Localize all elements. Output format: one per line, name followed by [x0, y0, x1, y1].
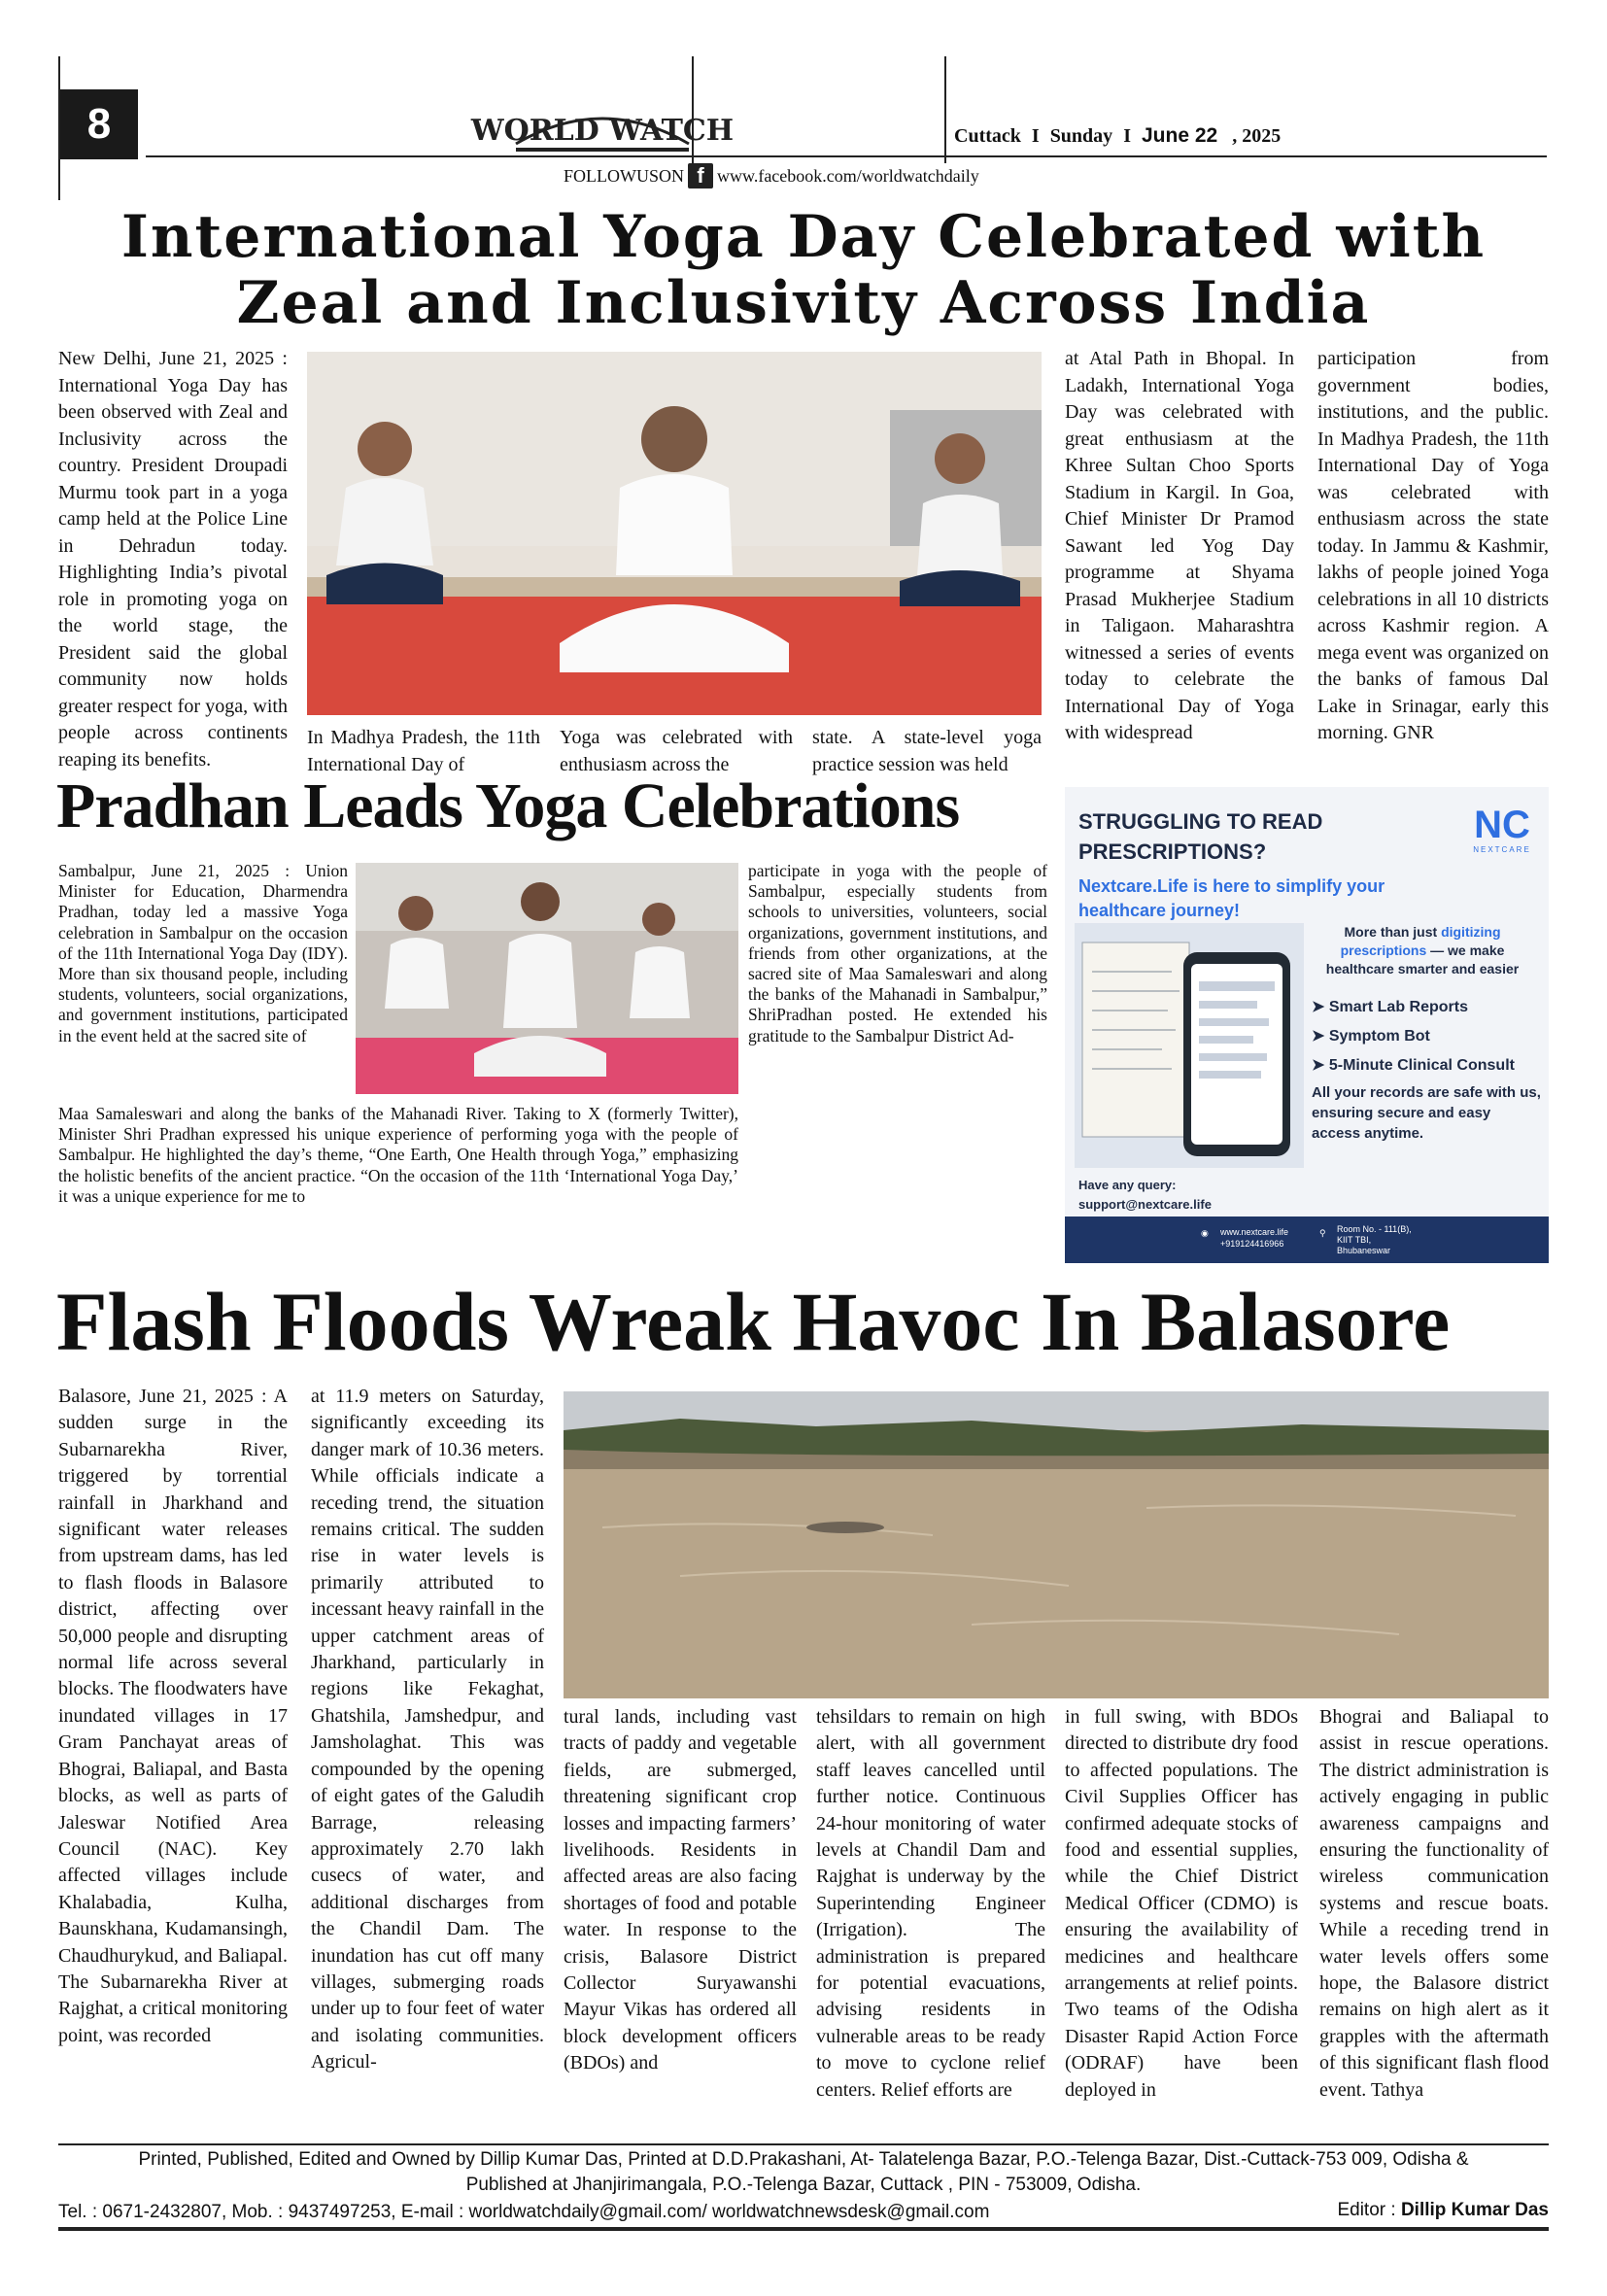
- ad-query-label: Have any query:: [1078, 1178, 1177, 1192]
- nextcare-logo: [1463, 805, 1541, 854]
- headline-flash-floods: Flash Floods Wreak Havoc In Balasore: [56, 1275, 1451, 1368]
- footer-rule-top: [58, 2143, 1549, 2145]
- imprint-line-1: Printed, Published, Edited and Owned by Dillip Kumar Das, Printed at D.D.Prakashani, At- Talatelenga Bazar, P.O.-Telenga Bazar, Dist.-Cuttack-753 009, Odisha &: [138, 2149, 1469, 2170]
- ad-tagline: Nextcare.Life is here to simplify your healthcare journey!: [1078, 876, 1385, 920]
- editor-name: Dillip Kumar Das: [1400, 2200, 1549, 2220]
- globe-icon: ◉: [1201, 1228, 1209, 1238]
- ad-address-line: KIIT TBI,: [1337, 1235, 1372, 1245]
- svg-text:WORLD WATCH: WORLD WATCH: [470, 114, 735, 148]
- ad-contact: [1220, 1226, 1288, 1250]
- chevron-right-icon: ➤: [1312, 1057, 1329, 1074]
- yoga-photo-president: [307, 352, 1042, 715]
- ad-address-line: Bhubaneswar: [1337, 1246, 1391, 1255]
- article-flood-col2: at 11.9 meters on Saturday, significantly exceeding its danger mark of 10.36 meters. While officials indicate a receding trend, the situation remains critical. The sudden rise in water levels is primarily attributed to incessant heavy rainfall in the upper catchment areas of Jharkhand, particularly in regions like Fekaghat, Ghatshila, Jamshedpur, and Jamsholaghat. This was compounded by the opening of eight gates of the Galudih Barrage, releasing approximately 2.70 lakh cusecs of water, and additional discharges from the Chandil Dam. The inundation has cut off many villages, submerging roads under up to four feet of water and isolating communities. Agricul-: [311, 1386, 544, 2073]
- ad-email[interactable]: support@nextcare.life: [1078, 1197, 1212, 1212]
- dateline-separator: I: [1123, 125, 1131, 147]
- location-pin-icon: ⚲: [1319, 1228, 1326, 1238]
- article-flood-col3: tural lands, including vast tracts of paddy and vegetable fields, are submerged, threatening significant crop losses and impacting farmers’ livelihoods. Residents in affected areas are also facing shortages of food and potable water. In response to the crisis, Balasore District Collector Suryawanshi Mayur Vikas has ordered all block development officers (BDOs) and: [564, 1706, 797, 2074]
- ad-phone-illustration: [1075, 923, 1304, 1168]
- chevron-right-icon: ➤: [1312, 1028, 1329, 1045]
- ad-headline: STRUGGLING TO READ PRESCRIPTIONS?: [1078, 809, 1323, 864]
- ad-security-note: All your records are safe with us, ensuring secure and easy access anytime.: [1312, 1084, 1541, 1142]
- facebook-link[interactable]: www.facebook.com/worldwatchdaily: [717, 165, 979, 186]
- ad-subtext-pre: More than just: [1344, 924, 1438, 940]
- dateline-city: Cuttack: [954, 125, 1021, 147]
- ad-subtext-bold: digitizing prescriptions: [1340, 924, 1501, 958]
- article-yoga-col1: New Delhi, June 21, 2025 : International Yoga Day has been observed with Zeal and Inclusivity across the country. President Droupadi Murmu took part in a yoga camp held at the Police Line in Dehradun today. Highlighting India’s pivotal role in promoting yoga on the world stage, the President said the global community now holds greater respect for yoga, with people across continents reaping its benefits.: [58, 348, 288, 771]
- article-flood-col5: in full swing, with BDOs directed to distribute dry food to affected populations. The Civil Supplies Officer has confirmed adequate stocks of food and essential supplies, while the Chief District Medical Officer (CDMO) is ensuring the availability of medicines and healthcare arrangements at relief points. Two teams of the Odisha Disaster Rapid Action Force (ODRAF) have been deployed in: [1065, 1706, 1298, 2101]
- facebook-icon: f: [688, 163, 713, 188]
- ad-footer: [1065, 1217, 1549, 1263]
- ad-feature-label: Smart Lab Reports: [1328, 999, 1468, 1015]
- world-watch-logo: [470, 76, 735, 159]
- chevron-right-icon: ➤: [1312, 999, 1329, 1015]
- footer-rule-bottom: [58, 2227, 1549, 2231]
- editor-credit: [1292, 2198, 1549, 2222]
- article-flood-col4: tehsildars to remain on high alert, with all government staff leaves cancelled until further notice. Continuous 24-hour monitoring of water levels at Chandil Dam and Rajghat is underway by the Superintending Engineer (Irrigation). The administration is prepared for potential evacuations, advising residents in vulnerable areas to be ready to move to cyclone relief centers. Relief efforts are: [816, 1706, 1045, 2101]
- article-yoga-col3: Yoga was celebrated with enthusiasm across the: [560, 727, 793, 775]
- article-yoga-col2: In Madhya Pradesh, the 11th International Day of: [307, 727, 540, 775]
- ad-feature: [1312, 1055, 1515, 1075]
- follow-us-bar: [564, 163, 979, 188]
- masthead-rule: [146, 155, 1547, 157]
- dateline-separator: I: [1031, 125, 1040, 147]
- nextcare-logo-text: NEXTCARE: [1473, 845, 1531, 854]
- article-flood-col1: Balasore, June 21, 2025 : A sudden surge in the Subarnarekha River, triggered by torrential rainfall in Jharkhand and significant water releases from upstream dams, has led to flash floods in Balasore district, affecting over 50,000 people and disrupting normal life across several blocks. The floodwaters have inundated villages in 17 Gram Panchayat areas of Bhograi, Baliapal, and Basta blocks, as well as parts of Jaleswar Notified Area Council (NAC). Key affected villages include Khalabadia, Kulha, Baunskhana, Kudamansingh, Chaudhurykud, and Baliapal. The Subarnarekha River at Rajghat, a critical monitoring point, was recorded: [58, 1386, 288, 2046]
- article-yoga-col5: at Atal Path in Bhopal. In Ladakh, International Yoga Day was celebrated with great enthusiasm at the Khree Sultan Choo Sports Stadium in Kargil. In Goa, Chief Minister Dr Pramod Sawant led Yog Day programme at Shyama Prasad Mukherjee Stadium in Taligaon. Maharashtra witnessed a series of events today to celebrate the International Day of Yoga with widespread: [1065, 348, 1294, 743]
- headline-yoga-day: International Yoga Day Celebrated with Zeal and Inclusivity Across India: [120, 203, 1487, 337]
- ad-address: [1337, 1224, 1412, 1256]
- dateline-day: Sunday: [1049, 125, 1113, 147]
- editor-label: Editor :: [1337, 2200, 1396, 2220]
- page-number: 8: [60, 89, 138, 159]
- article-pradhan-col2-top: participate in yoga with the people of Sambalpur, especially students from schools to universities, volunteers, social organizations, government institutions, and friends from other organizations, at the sacred site of Maa Samaleswari and along the banks of the Mahanadi in Sambalpur,” ShriPradhan posted. He extended his gratitude to the Sambalpur District Ad-: [748, 861, 1047, 1045]
- imprint-line-2: Published at Jhanjirimangala, P.O.-Telenga Bazar, Cuttack , PIN - 753009, Odisha.: [465, 2175, 1142, 2195]
- dateline-year: , 2025: [1232, 125, 1282, 147]
- ad-feature: [1312, 997, 1468, 1016]
- ad-subtext-post: — we make healthcare smarter and easier: [1325, 942, 1520, 977]
- ad-feature: [1312, 1026, 1430, 1045]
- article-yoga-col6: participation from government bodies, institutions, and the public. In Madhya Pradesh, the 11th International Day of Yoga was celebrated with enthusiasm across the state today. In Jammu & Kashmir, lakhs of people joined Yoga celebrations in all 10 districts across Kashmir region. A mega event was organized on the banks of famous Dal Lake in Srinagar, early this morning. GNR: [1317, 348, 1549, 743]
- contact-line: Tel. : 0671-2432807, Mob. : 9437497253, E-mail : worldwatchdaily@gmail.com/ worldwatchnewsdesk@gmail.com: [58, 2202, 990, 2222]
- flood-photo-river: [564, 1391, 1549, 1698]
- article-flood-col6: Bhograi and Baliapal to assist in rescue operations. The district administration is actively engaging in public awareness campaigns and ensuring the functionality of wireless communication systems and rescue boats. While a receding trend in water levels offers some hope, the Balasore district remains on high alert as it grapples with the aftermath of this significant flash flood event. Tathya: [1319, 1706, 1549, 2101]
- dateline: [954, 124, 1281, 148]
- article-pradhan-col1-bottom: Maa Samaleswari and along the banks of the Mahanadi River. Taking to X (formerly Twitter), Minister Shri Pradhan expressed his unique experience of performing yoga with the people of Sambalpur. He highlighted the day’s theme, “One Earth, One Health through Yoga,” emphasizing the holistic benefits of the ancient practice. “On the occasion of the 11th ‘International Yoga Day,’ it was a unique experience for me to: [58, 1104, 738, 1206]
- article-pradhan-col1-top: Sambalpur, June 21, 2025 : Union Minister for Education, Dharmendra Pradhan, today led a massive Yoga celebration in Sambalpur on the occasion of the 11th International Yoga Day (IDY). More than six thousand people, including students, volunteers, social organizations, and government institutions, participated in the event held at the sacred site of: [58, 861, 348, 1045]
- ad-address-line: Room No. - 111(B),: [1337, 1224, 1412, 1234]
- ad-query: [1078, 1176, 1212, 1215]
- masthead-divider-2: [944, 56, 946, 163]
- dateline-month: June 22: [1141, 124, 1218, 147]
- nextcare-logo-mark: NC: [1474, 804, 1530, 846]
- ad-phone: +919124416966: [1220, 1239, 1284, 1249]
- yoga-photo-pradhan: [356, 863, 738, 1094]
- nextcare-advert[interactable]: [1065, 787, 1549, 1263]
- ad-feature-label: 5-Minute Clinical Consult: [1328, 1057, 1515, 1074]
- ad-feature-label: Symptom Bot: [1328, 1028, 1430, 1045]
- ad-subtext: [1308, 923, 1537, 978]
- ad-web[interactable]: www.nextcare.life: [1220, 1227, 1289, 1237]
- follow-label: FOLLOWUSON: [564, 165, 684, 186]
- article-yoga-col4: state. A state-level yoga practice session was held: [812, 727, 1042, 775]
- headline-pradhan-yoga: Pradhan Leads Yoga Celebrations: [56, 771, 960, 841]
